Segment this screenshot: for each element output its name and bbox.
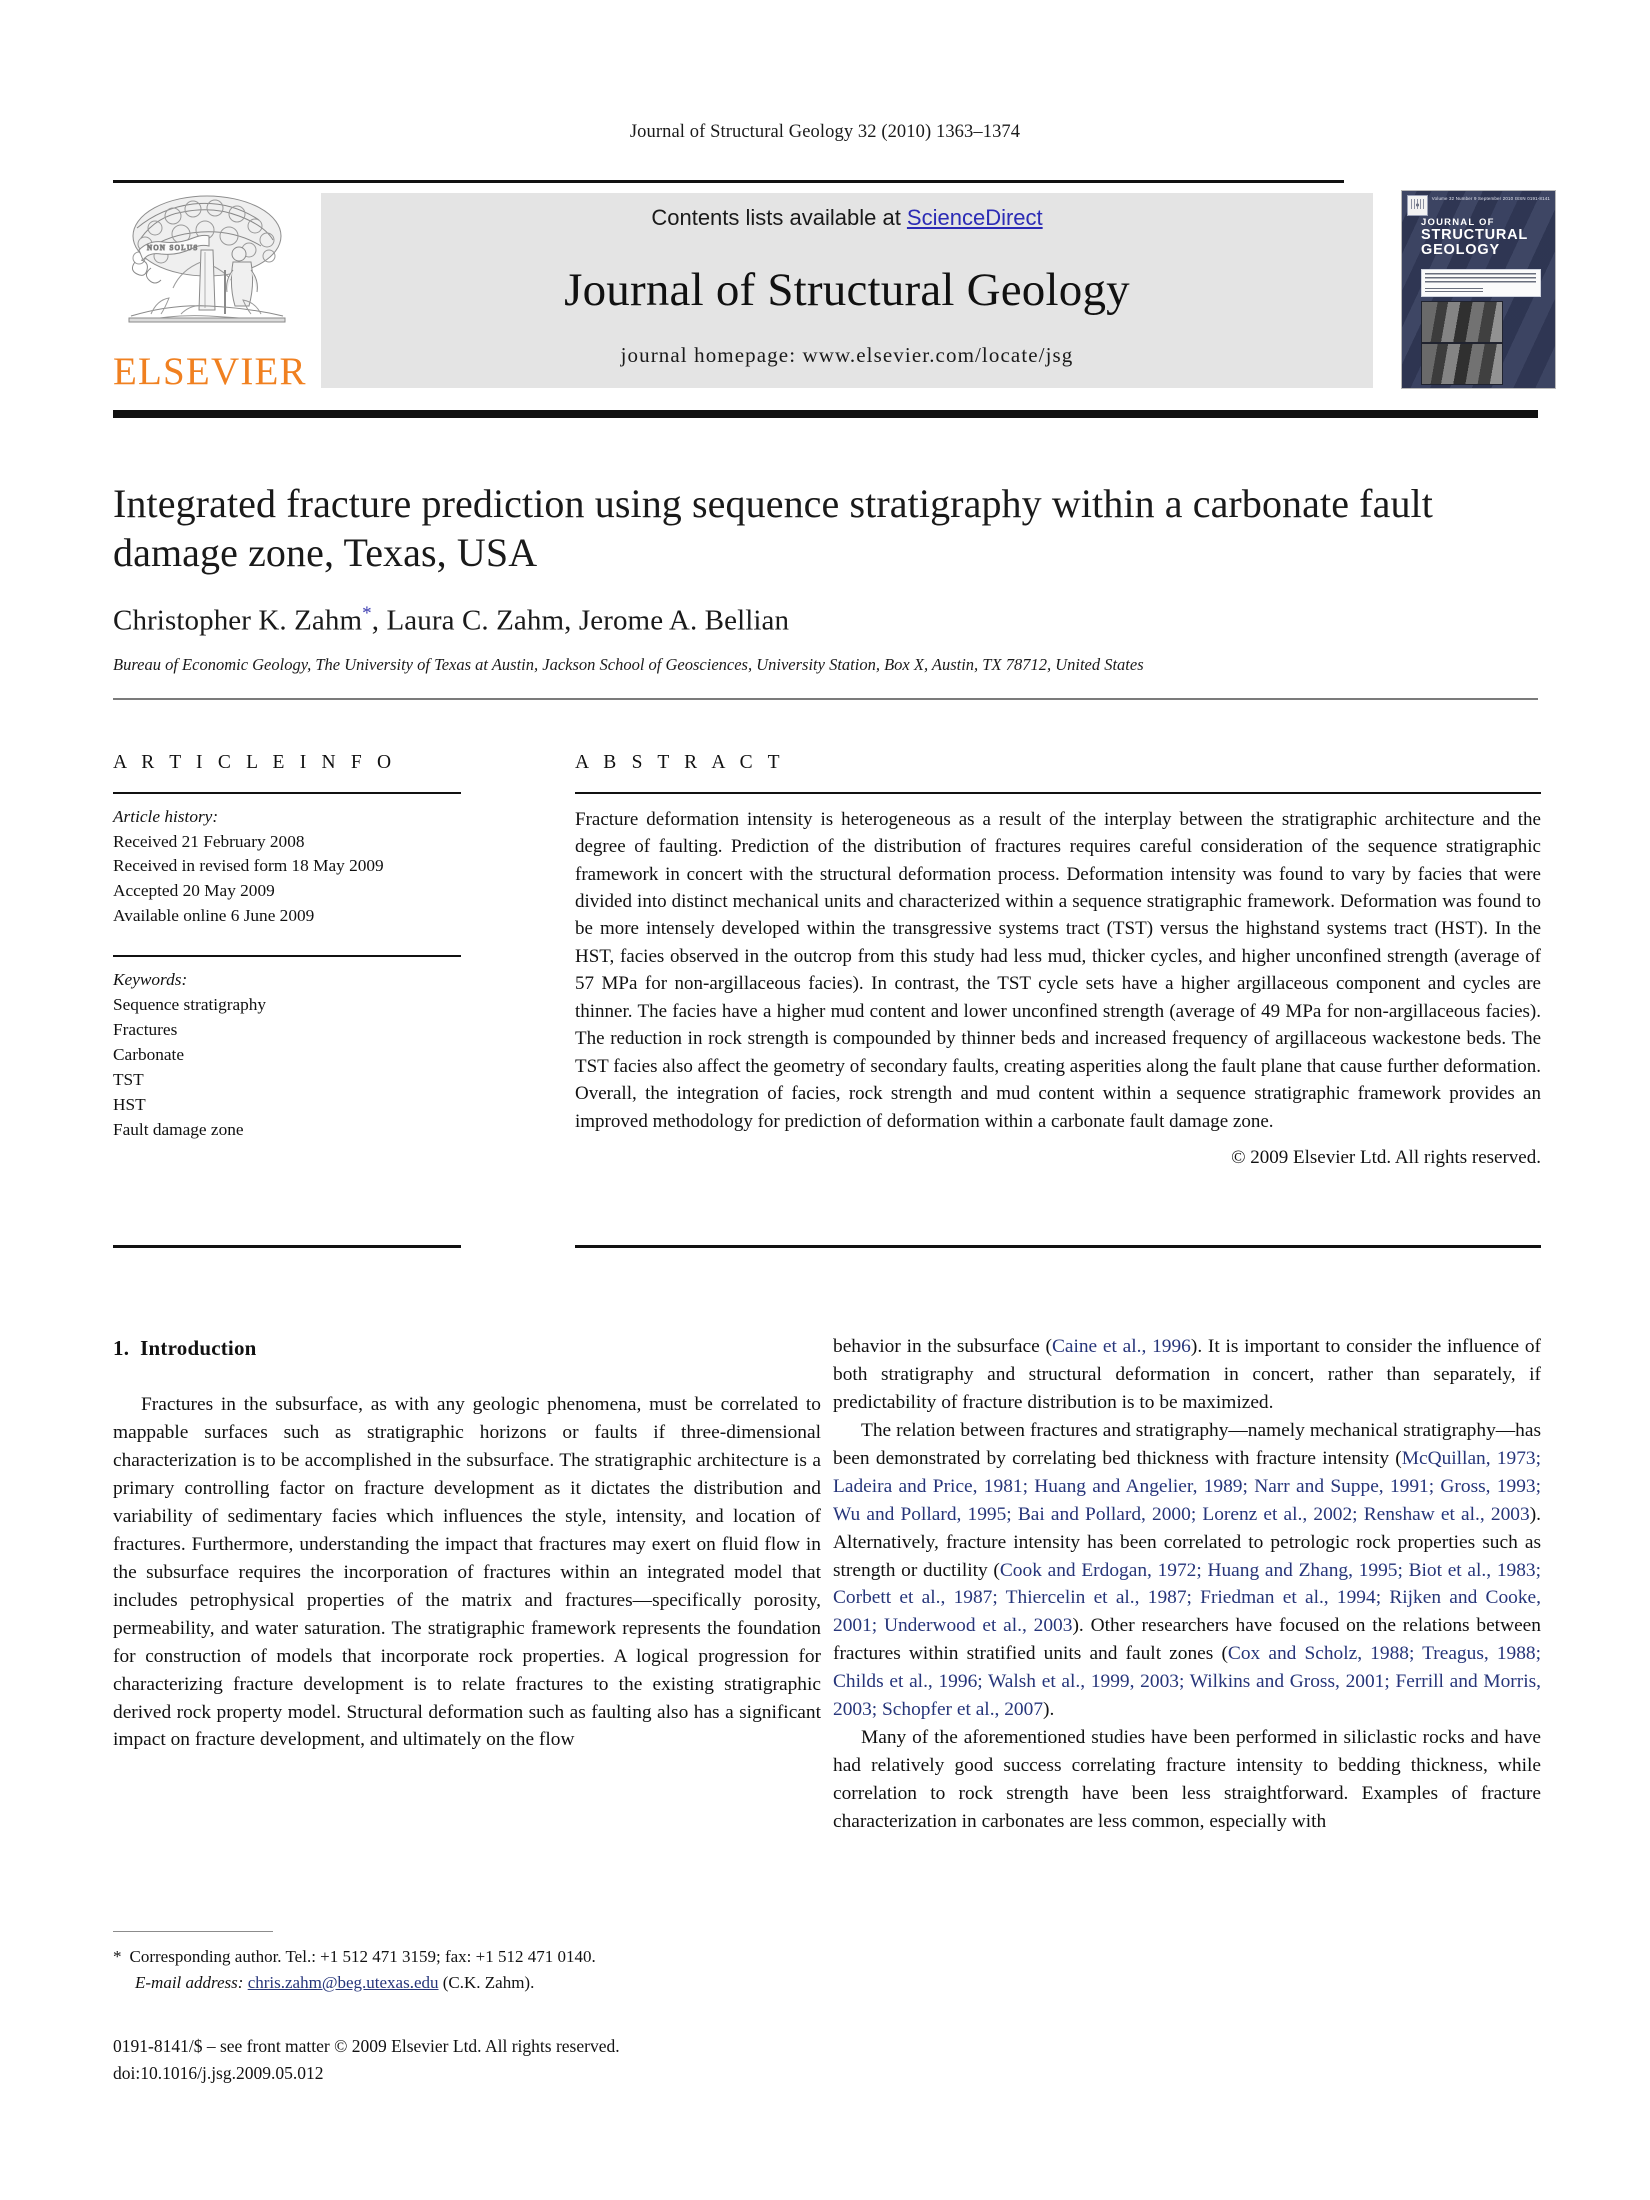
citation-link[interactable]: Cox and Scholz, 1988; Treagus, 1988; Childs et al., 1996; Walsh et al., 1999, 2003; Wilkins and Gross, 2001; Ferrill and Morris, 2003; Schopfer et al., 2007 xyxy=(833,1643,1541,1721)
cover-background xyxy=(1402,191,1555,388)
paragraph: Many of the aforementioned studies have been performed in siliclastic rocks and have had relatively good success correlating fracture intensity to bedding thickness, while correlation to rock strength have been less straightforward. Examples of fracture characterization in carbonates are less common, especially with xyxy=(833,1727,1541,1832)
section-number: 1. xyxy=(113,1336,130,1360)
journal-cover-thumbnail[interactable] xyxy=(1401,190,1556,389)
masthead-top-rule xyxy=(113,180,1344,183)
corresponding-author-marker[interactable]: * xyxy=(362,603,372,624)
journal-title: Journal of Structural Geology xyxy=(564,264,1130,316)
text-run: ). xyxy=(1043,1699,1055,1721)
keywords-block xyxy=(113,968,461,1142)
sciencedirect-link[interactable]: ScienceDirect xyxy=(906,205,1043,230)
author-list xyxy=(113,603,1543,638)
article-history xyxy=(113,805,461,930)
footnote-email-line xyxy=(113,1970,813,1996)
article-history-label: Article history: xyxy=(113,806,219,826)
text-run: The relation between fractures and stratigraphy—namely mechanical stratigraphy—has been demonstrated by correlating bed thickness with fracture intensity ( xyxy=(833,1419,1541,1469)
imprint-block xyxy=(113,2033,813,2086)
paragraph xyxy=(833,1417,1541,1724)
cover-issue-line: Volume 32 Number 9 September 2010 ISSN 0191-8141 xyxy=(1431,196,1550,201)
cover-title-line3: GEOLOGY xyxy=(1421,242,1500,259)
cover-title xyxy=(1421,218,1545,259)
cover-title-line2: STRUCTURAL xyxy=(1421,227,1529,244)
abstract-heading: A B S T R A C T xyxy=(575,752,785,773)
text-run: ). Other researchers have focused on the relations between fractures within stratified units and fault zones ( xyxy=(833,1615,1541,1665)
svg-text:NON SOLUS: NON SOLUS xyxy=(147,244,199,252)
article-info-column xyxy=(113,752,461,1142)
cover-photo-bottom xyxy=(1421,343,1503,385)
keywords-rule xyxy=(113,955,461,957)
title-bottom-rule xyxy=(113,698,1538,700)
masthead-bottom-rule xyxy=(113,410,1538,418)
keyword-item: Sequence stratigraphy xyxy=(113,995,267,1015)
footnote-corresponding xyxy=(113,1944,813,1970)
keyword-item: HST xyxy=(113,1094,146,1114)
history-item: Accepted 20 May 2009 xyxy=(113,881,275,901)
paragraph: Fractures in the subsurface, as with any geologic phenomena, must be correlated to mappable surfaces such as stratigraphic horizons or faults if three-dimensional characterization is to be accomplished in the subsurface. The stratigraphic architecture is a primary controlling factor on fracture development as it dictates the distribution and variability of sedimentary facies which influences the style, intensity, and location of fractures. Furthermore, understanding the impact that fractures may exert on fluid flow in the subsurface requires the incorporation of fractures within an integrated model that includes petrophysical properties of the matrix and fractures—specifically porosity, permeability, and water saturation. The stratigraphic framework represents the foundation for construction of models that incorporate rock properties. A logical progression for characterizing fracture development is to relate fractures to the existing stratigraphic derived rock property model. Structural deformation such as faulting also has a significant impact on fracture development, and ultimately on the flow xyxy=(113,1394,821,1751)
abstract-copyright: © 2009 Elsevier Ltd. All rights reserved. xyxy=(1231,1147,1541,1169)
footnote-star: * xyxy=(113,1947,122,1966)
keyword-item: Carbonate xyxy=(113,1044,185,1064)
body-column-left xyxy=(113,1333,821,1754)
citation-link[interactable]: Cook and Erdogan, 1972; Huang and Zhang, 1995; Biot et al., 1983; Corbett et al., 1987; Thiercelin et al., 1987; Friedman et al., 1994; Rijken and Cooke, 2001; Underwood et al., 2003 xyxy=(833,1559,1541,1637)
text-run: ). It is important to consider the influence of both stratigraphy and structural deformation in concert, rather than separately, if predictability of fracture distribution is to be maximized. xyxy=(833,1336,1541,1413)
text-run: ). Alternatively, fracture intensity has been correlated to petrologic rock properties such as strength or ductility ( xyxy=(833,1503,1541,1581)
history-item: Available online 6 June 2009 xyxy=(113,906,315,926)
sciencedirect-band xyxy=(321,193,1373,388)
citation-link[interactable]: Caine et al., 1996 xyxy=(1051,1336,1191,1357)
text-run: behavior in the subsurface ( xyxy=(833,1336,1052,1357)
cover-title-line1: JOURNAL OF xyxy=(1421,217,1495,228)
email-owner: (C.K. Zahm). xyxy=(442,1972,535,1992)
elsevier-tree-icon xyxy=(121,192,293,352)
paragraph-continuation xyxy=(833,1333,1541,1417)
running-head: Journal of Structural Geology 32 (2010) 1363–1374 xyxy=(629,122,1021,142)
elsevier-logo xyxy=(113,192,307,402)
cover-elsevier-mark xyxy=(1407,195,1428,216)
contents-prefix: Contents lists available at xyxy=(651,205,907,230)
email-link[interactable]: chris.zahm@beg.utexas.edu xyxy=(247,1972,439,1992)
abstract-text: Fracture deformation intensity is heterogeneous as a result of the interplay between the stratigraphic architecture and the degree of faulting. Prediction of the distribution of fractures requires careful consideration of the sequence stratigraphic framework in concert with the structural deformation process. Deformation intensity was found to vary by facies that were divided into distinct mechanical units and characterized within a sequence stratigraphic framework. Deformation was found to be more intensely developed within the transgressive systems tract (TST) versus the highstand systems tract (HST). In the HST, facies observed in the outcrop from this study had less mud, thicker cycles, and higher unconfined strength (average of 57 MPa for non-argillaceous facies). In contrast, the TST cycle sets have a higher argillaceous component and cycles are thinner. The facies have a higher mud content and lower unconfined strength (average of 49 MPa for non-argillaceous facies). The reduction in rock strength is compounded by thinner beds and increased frequency of argillaceous wackestone beds. The TST facies also affect the geometry of secondary faults, creating asperities along the fault plane that cause further deformation. Overall, the integration of facies, rock strength and mud content within a sequence stratigraphic framework provides an improved methodology for prediction of deformation within a carbonate fault damage zone. xyxy=(575,808,1541,1132)
footnote-block xyxy=(113,1944,813,1995)
imprint-doi: doi:10.1016/j.jsg.2009.05.012 xyxy=(113,2062,324,2083)
cover-abstract-box xyxy=(1421,269,1541,297)
journal-masthead xyxy=(113,190,1550,412)
article-info-heading: A R T I C L E I N F O xyxy=(113,752,397,773)
keywords-label: Keywords: xyxy=(113,970,188,990)
footnote-text: Corresponding author. Tel.: +1 512 471 3159; fax: +1 512 471 0140. xyxy=(129,1947,596,1966)
article-info-bottom-rule xyxy=(113,1245,461,1248)
abstract-rule xyxy=(575,792,1541,794)
section-title: Introduction xyxy=(140,1336,257,1360)
elsevier-wordmark: ELSEVIER xyxy=(113,350,307,393)
imprint-front-matter: 0191-8141/$ – see front matter © 2009 Elsevier Ltd. All rights reserved. xyxy=(113,2036,620,2056)
cover-photo-top xyxy=(1421,301,1503,343)
keyword-item: Fault damage zone xyxy=(113,1119,244,1139)
citation-link[interactable]: McQuillan, 1973; Ladeira and Price, 1981; Huang and Angelier, 1989; Narr and Suppe, 1991; Gross, 1993; Wu and Pollard, 1995; Bai and Pollard, 2000; Lorenz et al., 2002; Renshaw et al., 2003 xyxy=(833,1447,1541,1525)
section-heading-introduction xyxy=(113,1333,821,1363)
history-item: Received in revised form 18 May 2009 xyxy=(113,856,384,876)
abstract-column xyxy=(575,752,1541,1169)
journal-homepage: journal homepage: www.elsevier.com/locate/jsg xyxy=(620,343,1074,367)
keyword-item: Fractures xyxy=(113,1019,178,1039)
footnote-rule xyxy=(113,1931,273,1932)
contents-line xyxy=(321,205,1373,231)
affiliation: Bureau of Economic Geology, The University of Texas at Austin, Jackson School of Geosciences, University Station, Box X, Austin, TX 78712, United States xyxy=(113,655,1144,674)
body-column-right xyxy=(833,1333,1541,1836)
keyword-item: TST xyxy=(113,1069,144,1089)
abstract-bottom-rule xyxy=(575,1245,1541,1248)
email-label: E-mail address: xyxy=(135,1972,244,1992)
page-title: Integrated fracture prediction using sequence stratigraphy within a carbonate fault damage zone, Texas, USA xyxy=(113,481,1433,575)
article-info-rule xyxy=(113,792,461,794)
author-first: Christopher K. Zahm xyxy=(113,604,363,637)
authors-remaining: , Laura C. Zahm, Jerome A. Bellian xyxy=(371,604,790,637)
history-item: Received 21 February 2008 xyxy=(113,831,305,851)
